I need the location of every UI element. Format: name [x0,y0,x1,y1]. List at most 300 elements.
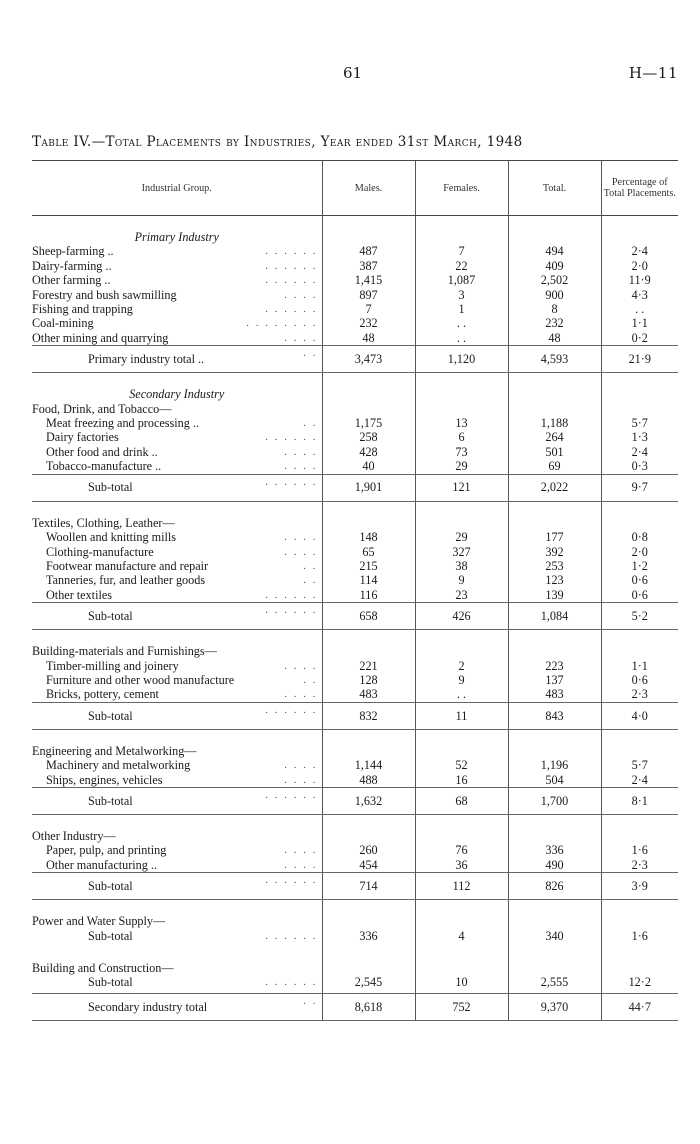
percentage-cell: . . [601,302,678,316]
females-cell: 52 [415,758,508,772]
leader-dots: . . . . . . [265,788,318,801]
leader-dots: . . . . [284,659,318,672]
percentage-cell: 9·7 [601,474,678,501]
females-cell [415,644,508,658]
total-cell: 253 [508,559,601,573]
males-cell: 487 [322,244,415,258]
males-cell [322,829,415,843]
females-cell: 29 [415,459,508,474]
total-cell [508,961,601,975]
row-label-cell [32,929,322,947]
table-row [32,288,678,302]
row-label-cell [32,402,322,416]
row-label: Meat freezing and processing .. [46,416,199,431]
percentage-cell: 8·1 [601,787,678,814]
females-cell: 9 [415,673,508,687]
males-cell: 1,175 [322,416,415,430]
females-cell: 2 [415,659,508,673]
section-heading: Primary Industry [134,230,219,244]
females-cell [415,829,508,843]
leader-dots: . . . . . . [265,976,318,988]
females-cell: 76 [415,843,508,857]
row-label: Building-materials and Furnishings— [32,644,217,659]
percentage-cell: 2·0 [601,545,678,559]
males-cell: 8,618 [322,994,415,1021]
page-header [0,64,700,84]
leader-dots: . . . . . . [265,588,318,601]
table-body [32,216,678,1021]
leader-dots: . . [303,417,318,430]
females-cell: 9 [415,573,508,587]
row-label: Sub-total [88,608,133,623]
header-total: Total. [508,161,601,216]
row-label: Woollen and knitting mills [46,530,177,545]
row-label-cell [32,687,322,702]
percentage-cell: 21·9 [601,346,678,373]
row-label-cell [32,961,322,975]
females-cell: 4 [415,929,508,947]
row-label: Ships, engines, vehicles [46,772,163,787]
males-cell [322,744,415,758]
row-label: Other Industry— [32,828,116,843]
females-cell: 1,087 [415,273,508,287]
leader-dots: . . . . [284,288,318,301]
row-label-cell [32,588,322,603]
row-label: Building and Construction— [32,960,174,975]
table-row [32,244,678,258]
leader-dots: . . . . . . [265,929,318,942]
row-label-cell [32,430,322,444]
row-label: Coal-mining [32,316,94,331]
table-title: Table IV.—Total Placements by Industries, Year ended 31st March, 1948 [32,134,523,150]
percentage-cell: 1·1 [601,659,678,673]
females-cell: . . [415,316,508,330]
males-cell: 7 [322,302,415,316]
row-label-cell [32,659,322,673]
row-label: Other food and drink .. [46,444,158,459]
row-label-cell [32,259,322,273]
total-cell: 483 [508,687,601,702]
percentage-cell: 2·3 [601,687,678,702]
total-cell: 8 [508,302,601,316]
row-label-cell [32,545,322,559]
percentage-cell [601,402,678,416]
row-label: Textiles, Clothing, Leather— [32,515,175,530]
row-label: Secondary industry total [88,999,208,1014]
row-label-cell [32,603,322,630]
total-cell: 137 [508,673,601,687]
leader-dots: . . . . . . [265,475,318,488]
row-label: Other manufacturing .. [46,857,158,872]
females-cell: 7 [415,244,508,258]
row-label-cell [32,744,322,758]
total-cell: 48 [508,331,601,346]
males-cell: 48 [322,331,415,346]
total-row [32,787,678,814]
table-row [32,843,678,857]
females-cell: 752 [415,994,508,1021]
leader-dots: . . . . [284,445,318,458]
header-females: Females. [415,161,508,216]
table-row [32,416,678,430]
table-row [32,644,678,658]
total-cell [508,644,601,658]
header-males: Males. [322,161,415,216]
males-cell: 1,144 [322,758,415,772]
percentage-cell: 0·2 [601,331,678,346]
row-label-cell [32,244,322,258]
males-cell [322,644,415,658]
table-row [32,673,678,687]
row-label: Primary industry total .. [88,352,205,367]
males-cell: 260 [322,843,415,857]
row-label: Other farming .. [32,273,111,288]
total-cell [508,744,601,758]
males-cell: 3,473 [322,346,415,373]
total-cell: 232 [508,316,601,330]
spacer-row [32,729,678,744]
document-code: H—11 [628,64,678,82]
percentage-cell: 5·7 [601,416,678,430]
row-label: Food, Drink, and Tobacco— [32,401,172,416]
row-label-cell [32,302,322,316]
total-cell: 843 [508,702,601,729]
leader-dots: . . . . . . . . [246,317,318,330]
spacer-row [32,814,678,829]
row-label: Footwear manufacture and repair [46,558,209,573]
row-label-cell [32,829,322,843]
total-cell: 4,593 [508,346,601,373]
section-heading-row [32,387,678,401]
header-percentage: Percentage of Total Placements. [601,161,678,216]
total-cell: 409 [508,259,601,273]
row-label: Dairy factories [46,430,119,445]
total-cell [508,829,601,843]
subtotal-row [32,975,678,994]
row-label: Bricks, pottery, cement [46,687,159,702]
males-cell: 114 [322,573,415,587]
females-cell: 1 [415,302,508,316]
total-cell: 264 [508,430,601,444]
males-cell: 658 [322,603,415,630]
percentage-cell: 2·4 [601,244,678,258]
row-label: Engineering and Metalworking— [32,743,197,758]
females-cell: 327 [415,545,508,559]
percentage-cell: 1·1 [601,316,678,330]
row-label-cell [32,644,322,658]
males-cell: 488 [322,773,415,788]
leader-dots: . . . . [284,331,318,344]
leader-dots: . . . . [284,759,318,772]
total-cell: 900 [508,288,601,302]
males-cell: 221 [322,659,415,673]
females-cell: 29 [415,530,508,544]
table-row [32,402,678,416]
females-cell [415,516,508,530]
row-label: Sub-total [88,793,133,808]
page-number: 61 [343,64,363,82]
row-label-cell [32,873,322,900]
total-cell: 501 [508,445,601,459]
table-row [32,545,678,559]
table-row [32,259,678,273]
table-header-row [32,161,678,216]
leader-dots: . . [303,574,318,587]
spacer-row [32,947,678,961]
females-cell [415,961,508,975]
row-label-cell [32,914,322,928]
row-label: Sub-total [88,975,133,989]
percentage-cell: 0·8 [601,530,678,544]
males-cell [322,961,415,975]
leader-dots: . . [303,559,318,572]
percentage-cell: 44·7 [601,994,678,1021]
row-label-cell [32,975,322,994]
subtotal-row [32,929,678,947]
percentage-cell: 12·2 [601,975,678,994]
total-cell: 123 [508,573,601,587]
total-cell: 177 [508,530,601,544]
row-label: Sub-total [88,708,133,723]
row-label-cell [32,331,322,346]
percentage-cell: 1·2 [601,559,678,573]
percentage-cell: 2·4 [601,773,678,788]
table-row [32,829,678,843]
males-cell: 116 [322,588,415,603]
header-industrial-group: Industrial Group. [32,161,322,216]
placements-table [32,160,678,1021]
leader-dots: . . [303,995,318,1007]
percentage-cell: 1·6 [601,929,678,947]
total-cell: 9,370 [508,994,601,1021]
total-cell: 336 [508,843,601,857]
leader-dots: . . . . [284,531,318,544]
total-cell: 223 [508,659,601,673]
total-cell: 139 [508,588,601,603]
row-label-cell [32,573,322,587]
table-row [32,302,678,316]
males-cell: 258 [322,430,415,444]
percentage-cell: 1·6 [601,843,678,857]
males-cell: 336 [322,929,415,947]
total-cell: 504 [508,773,601,788]
females-cell [415,744,508,758]
leader-dots: . . [303,347,318,360]
total-cell: 69 [508,459,601,474]
total-row [32,994,678,1021]
males-cell: 1,632 [322,787,415,814]
males-cell: 387 [322,259,415,273]
total-row [32,702,678,729]
percentage-cell: 5·2 [601,603,678,630]
row-label: Dairy-farming .. [32,258,112,273]
total-cell [508,402,601,416]
table-row [32,914,678,928]
females-cell: . . [415,331,508,346]
leader-dots: . . . . [284,460,318,473]
total-cell: 1,084 [508,603,601,630]
row-label-cell [32,474,322,501]
row-label: Furniture and other wood manufacture [46,672,235,687]
females-cell: 13 [415,416,508,430]
table-row [32,659,678,673]
total-cell: 392 [508,545,601,559]
table-row [32,744,678,758]
total-cell: 2,555 [508,975,601,994]
males-cell: 40 [322,459,415,474]
females-cell: 22 [415,259,508,273]
females-cell [415,914,508,928]
percentage-cell [601,644,678,658]
table-row [32,588,678,603]
row-label-cell [32,559,322,573]
row-label: Tanneries, fur, and leather goods [46,573,206,588]
total-cell: 340 [508,929,601,947]
row-label-cell [32,758,322,772]
row-label-cell [32,459,322,474]
table-row [32,687,678,702]
table-row [32,858,678,873]
percentage-cell [601,961,678,975]
row-label: Paper, pulp, and printing [46,843,167,858]
percentage-cell: 0·6 [601,573,678,587]
leader-dots: . . . . . . [265,274,318,287]
row-label-cell [32,273,322,287]
row-label-cell [32,787,322,814]
leader-dots: . . [303,673,318,686]
total-row [32,603,678,630]
table-row [32,316,678,330]
leader-dots: . . . . . . [265,259,318,272]
leader-dots: . . . . [284,858,318,871]
percentage-cell [601,914,678,928]
males-cell [322,914,415,928]
total-cell: 494 [508,244,601,258]
row-label-cell [32,994,322,1021]
total-cell: 826 [508,873,601,900]
table-row [32,961,678,975]
males-cell [322,402,415,416]
leader-dots: . . . . [284,688,318,701]
percentage-cell: 0·3 [601,459,678,474]
females-cell: 11 [415,702,508,729]
females-cell: 112 [415,873,508,900]
row-label: Forestry and bush sawmilling [32,287,177,302]
row-label: Clothing-manufacture [46,544,154,559]
females-cell: 3 [415,288,508,302]
row-label: Sub-total [88,878,133,893]
males-cell [322,516,415,530]
males-cell: 897 [322,288,415,302]
spacer-row [32,373,678,388]
row-label: Sub-total [88,928,133,943]
row-label-cell [32,288,322,302]
total-row [32,346,678,373]
table-row [32,516,678,530]
section-heading-row [32,230,678,244]
row-label-cell [32,416,322,430]
females-cell: 10 [415,975,508,994]
males-cell: 1,901 [322,474,415,501]
percentage-cell: 0·6 [601,588,678,603]
males-cell: 148 [322,530,415,544]
total-cell: 2,022 [508,474,601,501]
leader-dots: . . . . [284,773,318,786]
row-label-cell [32,445,322,459]
section-heading: Secondary Industry [129,387,225,402]
total-cell: 1,188 [508,416,601,430]
leader-dots: . . . . [284,844,318,857]
row-label-cell [32,316,322,330]
table-row [32,459,678,474]
table-row [32,530,678,544]
table-row [32,573,678,587]
percentage-cell: 1·3 [601,430,678,444]
spacer-row [32,216,678,231]
leader-dots: . . . . . . [265,431,318,444]
table-row [32,559,678,573]
percentage-cell [601,829,678,843]
row-label: Sub-total [88,480,133,495]
table-row [32,773,678,788]
row-label-cell [32,773,322,788]
females-cell: 121 [415,474,508,501]
percentage-cell: 2·3 [601,858,678,873]
percentage-cell: 5·7 [601,758,678,772]
males-cell: 454 [322,858,415,873]
males-cell: 2,545 [322,975,415,994]
total-cell [508,914,601,928]
row-label: Other mining and quarrying [32,330,169,345]
table-row [32,758,678,772]
females-cell: . . [415,687,508,702]
females-cell: 68 [415,787,508,814]
females-cell: 426 [415,603,508,630]
leader-dots: . . . . . . [265,303,318,316]
spacer-row [32,501,678,516]
females-cell: 6 [415,430,508,444]
leader-dots: . . . . . . [265,874,318,887]
spacer-row [32,630,678,645]
total-cell [508,516,601,530]
males-cell: 215 [322,559,415,573]
percentage-cell: 2·4 [601,445,678,459]
percentage-cell [601,744,678,758]
males-cell: 1,415 [322,273,415,287]
table-row [32,331,678,346]
row-label-cell [32,858,322,873]
total-cell: 1,700 [508,787,601,814]
males-cell: 428 [322,445,415,459]
row-label: Power and Water Supply— [32,914,166,929]
males-cell: 128 [322,673,415,687]
females-cell: 1,120 [415,346,508,373]
row-label: Fishing and trapping [32,302,133,317]
leader-dots: . . . . [284,545,318,558]
row-label-cell [32,530,322,544]
leader-dots: . . . . . . [265,604,318,617]
percentage-cell: 3·9 [601,873,678,900]
percentage-cell: 4·0 [601,702,678,729]
percentage-cell [601,516,678,530]
table-row [32,430,678,444]
percentage-cell: 11·9 [601,273,678,287]
females-cell: 36 [415,858,508,873]
total-cell: 490 [508,858,601,873]
table-row [32,273,678,287]
males-cell: 65 [322,545,415,559]
total-cell: 2,502 [508,273,601,287]
